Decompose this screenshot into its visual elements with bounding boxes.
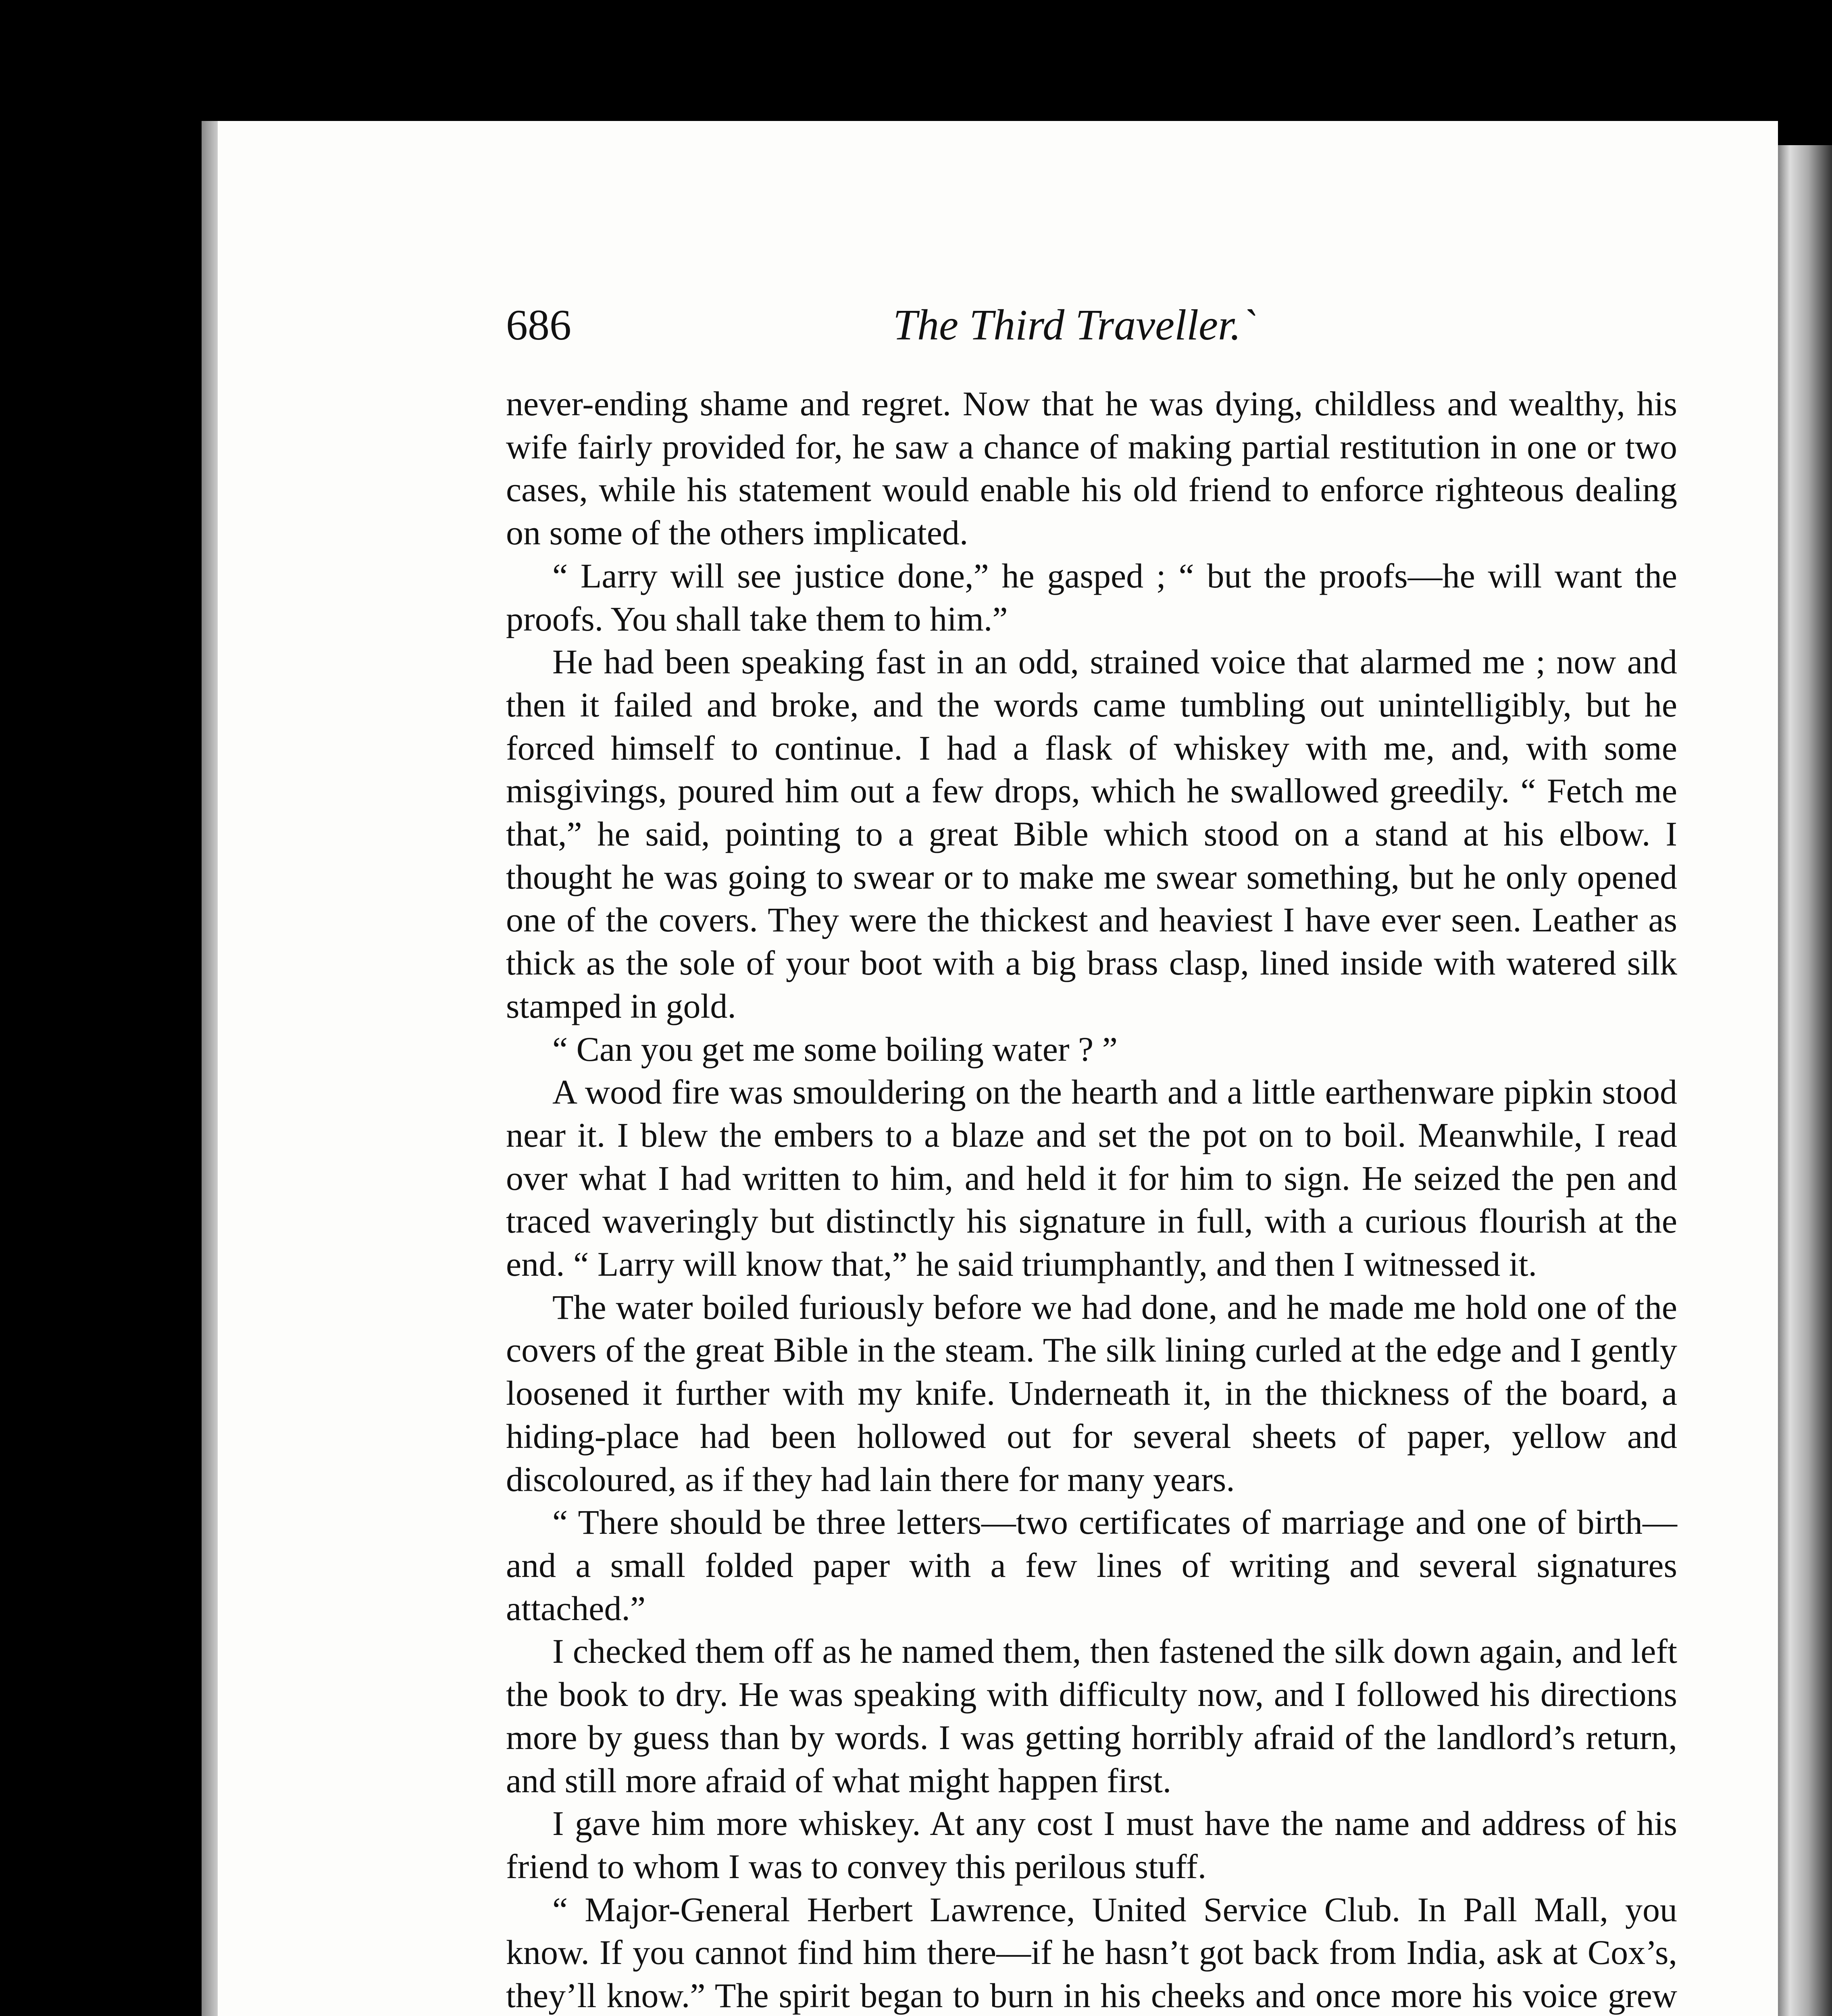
page-number: 686 (506, 301, 571, 349)
paragraph: “ There should be three letters—two certificates of marriage and one of birth—and a small folded paper with a few lines of writing and several signatures attached.” (506, 1503, 1677, 1628)
paragraph: never-ending shame and regret. Now that he was dying, childless and wealthy, his wife fairly provided for, he saw a chance of making partial restitution in one or two cases, while his statement would enable his old friend to enforce righteous dealing on some of the others implicated. (506, 384, 1677, 552)
page-gutter (202, 121, 218, 2016)
paragraph: “ Larry will see justice done,” he gasped ; “ but the proofs—he will want the proofs. You shall take them to him.” (506, 556, 1677, 638)
page-edge-right (1772, 145, 1832, 2016)
paragraph: “ Major-General Herbert Lawrence, United Service Club. In Pall Mall, you know. If you cannot find him there—if he hasn’t got back from India, ask at Cox’s, they’ll know.” The spirit began to burn in his cheeks and once more his voice grew (506, 1890, 1677, 2015)
paragraph: The water boiled furiously before we had done, and he made me hold one of the covers of the great Bible in the steam. The silk lining curled at the edge and I gently loosened it further with my knife. Underneath it, in the thickness of the board, a hiding-place had been hollowed out for several sheets of paper, yellow and discoloured, as if they had lain there for many years. (506, 1287, 1677, 1499)
paragraph: “ Can you get me some boiling water ? ” (552, 1029, 1118, 1068)
paragraph: I checked them off as he named them, then fastened the silk down again, and left the book to dry. He was speaking with difficulty now, and I followed his directions more by guess than by words. I was getting horribly afraid of the landlord’s return, and still more afraid of what might happen first. (506, 1632, 1677, 1800)
paragraph: A wood fire was smouldering on the hearth and a little earthenware pipkin stood near it. I blew the embers to a blaze and set the pot on to boil. Meanwhile, I read over what I had written to him, and held it for him to sign. He seized the pen and traced waveringly but distinctly his signature in full, with a curious flourish at the end. “ Larry will know that,” he said triumphantly, and then I witnessed it. (506, 1073, 1677, 1284)
paragraph: I gave him more whiskey. At any cost I must have the name and address of his friend to whom I was to convey this perilous stuff. (506, 1804, 1677, 1886)
paragraph: He had been speaking fast in an odd, strained voice that alarmed me ; now and then it failed and broke, and the words came tumbling out unintelligibly, but he forced himself to continue. I had a flask of whiskey with me, and, with some misgivings, poured him out a few drops, which he swallowed greedily. “ Fetch me that,” he said, pointing to a great Bible which stood on a stand at his elbow. I thought he was going to swear or to make me swear something, but he only opened one of the covers. They were the thickest and heaviest I have ever seen. Leather as thick as the sole of your boot with a big brass clasp, lined inside with watered silk stamped in gold. (506, 642, 1677, 1025)
running-title: The Third Traveller.` (893, 301, 1256, 349)
body-text (506, 382, 1677, 2016)
page-header (506, 300, 1675, 361)
